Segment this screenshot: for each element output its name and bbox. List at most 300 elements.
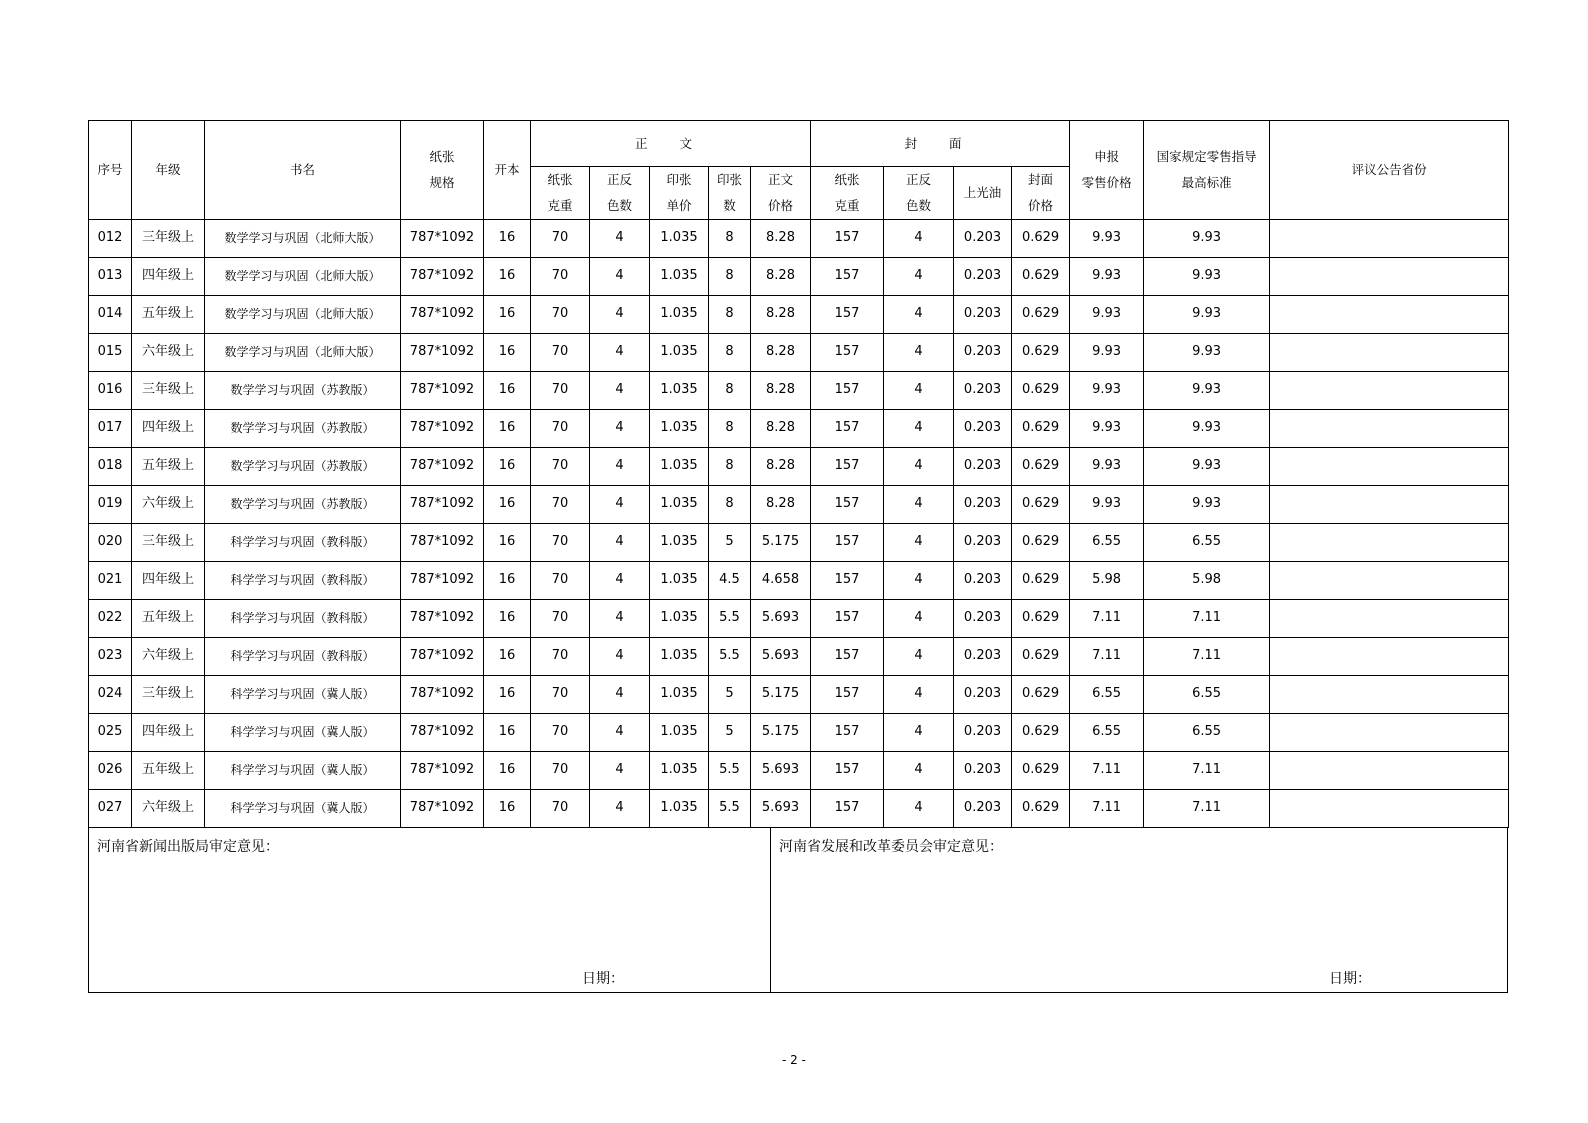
table-cell: 0.629 bbox=[1012, 600, 1070, 638]
table-cell: 4 bbox=[884, 486, 954, 524]
book-name-cell: 数学学习与巩固（苏教版） bbox=[205, 448, 401, 486]
table-row bbox=[89, 410, 1509, 448]
table-cell: 五年级上 bbox=[132, 600, 205, 638]
table-cell: 8 bbox=[709, 410, 751, 448]
table-cell: 022 bbox=[89, 600, 132, 638]
table-cell: 70 bbox=[531, 258, 590, 296]
book-name-cell: 科学学习与巩固（教科版） bbox=[205, 600, 401, 638]
header-body-sheet-price: 印张 单价 bbox=[650, 167, 709, 220]
table-cell: 4 bbox=[884, 258, 954, 296]
table-cell: 5.693 bbox=[751, 600, 811, 638]
table-cell: 4 bbox=[884, 714, 954, 752]
book-name-cell: 科学学习与巩固（冀人版） bbox=[205, 752, 401, 790]
table-cell: 0.629 bbox=[1012, 562, 1070, 600]
table-cell: 1.035 bbox=[650, 562, 709, 600]
table-cell bbox=[1270, 562, 1509, 600]
table-cell: 4 bbox=[590, 638, 650, 676]
table-cell bbox=[1270, 448, 1509, 486]
table-cell: 9.93 bbox=[1070, 486, 1144, 524]
header-body-paper-weight: 纸张 克重 bbox=[531, 167, 590, 220]
table-cell: 70 bbox=[531, 410, 590, 448]
table-row bbox=[89, 258, 1509, 296]
table-row bbox=[89, 334, 1509, 372]
table-cell: 0.203 bbox=[954, 600, 1012, 638]
table-cell: 9.93 bbox=[1144, 334, 1270, 372]
header-body-price: 正文 价格 bbox=[751, 167, 811, 220]
table-cell: 六年级上 bbox=[132, 334, 205, 372]
table-cell: 16 bbox=[484, 486, 531, 524]
table-cell: 787*1092 bbox=[401, 676, 484, 714]
book-name-cell: 科学学习与巩固（冀人版） bbox=[205, 676, 401, 714]
table-cell: 9.93 bbox=[1070, 334, 1144, 372]
table-cell: 4 bbox=[884, 562, 954, 600]
table-cell: 0.203 bbox=[954, 410, 1012, 448]
table-row bbox=[89, 714, 1509, 752]
table-cell: 6.55 bbox=[1144, 524, 1270, 562]
table-cell: 787*1092 bbox=[401, 296, 484, 334]
header-cover-colors: 正反 色数 bbox=[884, 167, 954, 220]
table-row bbox=[89, 638, 1509, 676]
table-cell: 五年级上 bbox=[132, 752, 205, 790]
table-cell: 0.629 bbox=[1012, 486, 1070, 524]
table-cell: 1.035 bbox=[650, 220, 709, 258]
table-cell: 4 bbox=[590, 676, 650, 714]
table-cell: 157 bbox=[811, 714, 884, 752]
table-cell bbox=[1270, 600, 1509, 638]
table-cell: 0.203 bbox=[954, 714, 1012, 752]
table-cell: 16 bbox=[484, 448, 531, 486]
table-cell: 017 bbox=[89, 410, 132, 448]
table-cell: 1.035 bbox=[650, 600, 709, 638]
table-cell: 0.629 bbox=[1012, 638, 1070, 676]
header-cover-group: 封 面 bbox=[811, 121, 1070, 167]
table-cell: 70 bbox=[531, 600, 590, 638]
table-cell bbox=[1270, 372, 1509, 410]
table-cell: 0.203 bbox=[954, 448, 1012, 486]
table-cell: 157 bbox=[811, 562, 884, 600]
table-cell: 9.93 bbox=[1144, 372, 1270, 410]
table-cell bbox=[1270, 258, 1509, 296]
table-cell: 70 bbox=[531, 638, 590, 676]
table-cell: 157 bbox=[811, 410, 884, 448]
table-cell: 4 bbox=[884, 410, 954, 448]
table-cell: 026 bbox=[89, 752, 132, 790]
table-cell: 157 bbox=[811, 676, 884, 714]
table-cell: 9.93 bbox=[1144, 296, 1270, 334]
table-cell: 4 bbox=[884, 448, 954, 486]
header-seq: 序号 bbox=[89, 121, 132, 220]
table-cell: 023 bbox=[89, 638, 132, 676]
table-cell: 0.203 bbox=[954, 258, 1012, 296]
table-cell: 5.5 bbox=[709, 790, 751, 828]
table-cell: 六年级上 bbox=[132, 486, 205, 524]
table-cell: 4 bbox=[884, 676, 954, 714]
table-cell: 三年级上 bbox=[132, 524, 205, 562]
table-cell: 4 bbox=[884, 524, 954, 562]
table-cell: 1.035 bbox=[650, 448, 709, 486]
header-body-sheets: 印张 数 bbox=[709, 167, 751, 220]
table-cell: 012 bbox=[89, 220, 132, 258]
table-cell: 16 bbox=[484, 676, 531, 714]
header-body-group: 正 文 bbox=[531, 121, 811, 167]
table-cell: 4 bbox=[590, 486, 650, 524]
table-cell: 6.55 bbox=[1144, 676, 1270, 714]
table-cell: 0.203 bbox=[954, 752, 1012, 790]
table-row bbox=[89, 562, 1509, 600]
table-cell: 787*1092 bbox=[401, 562, 484, 600]
table-cell bbox=[1270, 220, 1509, 258]
table-cell: 4 bbox=[884, 334, 954, 372]
table-cell: 四年级上 bbox=[132, 714, 205, 752]
table-cell: 027 bbox=[89, 790, 132, 828]
table-cell: 70 bbox=[531, 790, 590, 828]
table-cell bbox=[1270, 486, 1509, 524]
table-cell: 8 bbox=[709, 334, 751, 372]
table-cell: 三年级上 bbox=[132, 372, 205, 410]
table-cell: 787*1092 bbox=[401, 486, 484, 524]
table-cell: 4 bbox=[590, 600, 650, 638]
table-cell: 6.55 bbox=[1070, 714, 1144, 752]
table-cell: 0.203 bbox=[954, 562, 1012, 600]
table-cell: 7.11 bbox=[1070, 790, 1144, 828]
table-cell: 8 bbox=[709, 258, 751, 296]
book-name-cell: 科学学习与巩固（教科版） bbox=[205, 562, 401, 600]
table-cell: 0.629 bbox=[1012, 372, 1070, 410]
table-cell: 157 bbox=[811, 524, 884, 562]
table-cell: 9.93 bbox=[1144, 448, 1270, 486]
table-cell bbox=[1270, 296, 1509, 334]
header-cover-gloss: 上光油 bbox=[954, 167, 1012, 220]
table-cell: 0.203 bbox=[954, 486, 1012, 524]
table-cell: 8.28 bbox=[751, 372, 811, 410]
table-cell: 70 bbox=[531, 676, 590, 714]
table-cell: 0.629 bbox=[1012, 676, 1070, 714]
table-cell: 4 bbox=[884, 600, 954, 638]
table-cell: 8.28 bbox=[751, 296, 811, 334]
table-cell: 16 bbox=[484, 790, 531, 828]
table-cell: 9.93 bbox=[1070, 448, 1144, 486]
table-cell: 157 bbox=[811, 258, 884, 296]
table-cell: 0.203 bbox=[954, 790, 1012, 828]
table-cell: 16 bbox=[484, 638, 531, 676]
press-bureau-date-label: 日期： bbox=[582, 971, 624, 987]
table-cell: 1.035 bbox=[650, 714, 709, 752]
table-cell: 0.203 bbox=[954, 334, 1012, 372]
table-cell: 5.175 bbox=[751, 676, 811, 714]
book-name-cell: 数学学习与巩固（北师大版） bbox=[205, 258, 401, 296]
table-cell: 4 bbox=[590, 562, 650, 600]
table-cell: 四年级上 bbox=[132, 562, 205, 600]
table-cell: 70 bbox=[531, 448, 590, 486]
table-cell: 6.55 bbox=[1144, 714, 1270, 752]
table-cell: 4 bbox=[590, 790, 650, 828]
table-cell: 9.93 bbox=[1144, 258, 1270, 296]
table-cell: 157 bbox=[811, 486, 884, 524]
table-cell bbox=[1270, 638, 1509, 676]
table-cell: 157 bbox=[811, 220, 884, 258]
table-cell: 16 bbox=[484, 600, 531, 638]
table-cell: 4 bbox=[590, 524, 650, 562]
table-cell: 4 bbox=[590, 334, 650, 372]
book-name-cell: 科学学习与巩固（教科版） bbox=[205, 638, 401, 676]
table-cell: 157 bbox=[811, 372, 884, 410]
table-cell: 4 bbox=[884, 790, 954, 828]
approval-opinions bbox=[88, 828, 1508, 993]
table-cell: 0.203 bbox=[954, 638, 1012, 676]
table-cell: 1.035 bbox=[650, 676, 709, 714]
price-review-sheet bbox=[88, 120, 1508, 993]
table-cell: 16 bbox=[484, 258, 531, 296]
table-header bbox=[89, 121, 1509, 220]
table-cell: 0.203 bbox=[954, 676, 1012, 714]
table-cell: 8.28 bbox=[751, 220, 811, 258]
table-cell: 5.98 bbox=[1070, 562, 1144, 600]
table-cell: 5.693 bbox=[751, 752, 811, 790]
table-row bbox=[89, 790, 1509, 828]
page-number: - 2 - bbox=[782, 1053, 806, 1067]
table-cell: 7.11 bbox=[1070, 638, 1144, 676]
table-row bbox=[89, 296, 1509, 334]
table-cell: 8.28 bbox=[751, 258, 811, 296]
table-cell: 0.629 bbox=[1012, 334, 1070, 372]
table-row bbox=[89, 448, 1509, 486]
table-cell: 1.035 bbox=[650, 372, 709, 410]
table-cell: 787*1092 bbox=[401, 752, 484, 790]
book-name-cell: 科学学习与巩固（冀人版） bbox=[205, 714, 401, 752]
table-cell bbox=[1270, 714, 1509, 752]
table-cell: 157 bbox=[811, 334, 884, 372]
header-cover-price: 封面 价格 bbox=[1012, 167, 1070, 220]
table-cell: 787*1092 bbox=[401, 524, 484, 562]
table-cell: 4 bbox=[590, 448, 650, 486]
table-cell: 787*1092 bbox=[401, 448, 484, 486]
table-cell: 1.035 bbox=[650, 410, 709, 448]
book-name-cell: 数学学习与巩固（北师大版） bbox=[205, 220, 401, 258]
table-row bbox=[89, 676, 1509, 714]
table-cell: 7.11 bbox=[1144, 638, 1270, 676]
table-row bbox=[89, 486, 1509, 524]
table-cell: 70 bbox=[531, 372, 590, 410]
table-cell: 8 bbox=[709, 296, 751, 334]
table-cell bbox=[1270, 752, 1509, 790]
table-cell: 014 bbox=[89, 296, 132, 334]
table-cell: 1.035 bbox=[650, 524, 709, 562]
table-cell: 0.203 bbox=[954, 296, 1012, 334]
table-cell: 025 bbox=[89, 714, 132, 752]
table-cell: 4 bbox=[590, 220, 650, 258]
table-row bbox=[89, 600, 1509, 638]
table-cell: 8 bbox=[709, 220, 751, 258]
header-book: 书名 bbox=[205, 121, 401, 220]
table-cell: 8.28 bbox=[751, 486, 811, 524]
table-cell: 4 bbox=[590, 372, 650, 410]
table-cell: 0.629 bbox=[1012, 296, 1070, 334]
table-cell: 16 bbox=[484, 410, 531, 448]
table-cell: 9.93 bbox=[1070, 372, 1144, 410]
table-cell bbox=[1270, 790, 1509, 828]
press-bureau-opinion bbox=[89, 828, 771, 992]
book-name-cell: 科学学习与巩固（冀人版） bbox=[205, 790, 401, 828]
book-name-cell: 数学学习与巩固（苏教版） bbox=[205, 372, 401, 410]
table-cell: 157 bbox=[811, 752, 884, 790]
table-cell: 0.629 bbox=[1012, 258, 1070, 296]
table-cell: 4 bbox=[590, 296, 650, 334]
table-cell: 157 bbox=[811, 296, 884, 334]
table-cell: 16 bbox=[484, 220, 531, 258]
table-cell: 8 bbox=[709, 448, 751, 486]
book-name-cell: 数学学习与巩固（北师大版） bbox=[205, 296, 401, 334]
table-cell: 4 bbox=[590, 410, 650, 448]
development-commission-opinion bbox=[771, 828, 1507, 992]
table-cell: 1.035 bbox=[650, 334, 709, 372]
table-cell: 6.55 bbox=[1070, 524, 1144, 562]
table-cell: 019 bbox=[89, 486, 132, 524]
development-commission-opinion-label: 河南省发展和改革委员会审定意见： bbox=[779, 839, 1003, 855]
table-cell: 70 bbox=[531, 752, 590, 790]
table-cell: 0.629 bbox=[1012, 448, 1070, 486]
table-cell: 70 bbox=[531, 714, 590, 752]
header-declared-price: 申报 零售价格 bbox=[1070, 121, 1144, 220]
table-cell: 70 bbox=[531, 220, 590, 258]
table-cell: 8 bbox=[709, 486, 751, 524]
table-cell: 015 bbox=[89, 334, 132, 372]
table-cell: 70 bbox=[531, 486, 590, 524]
table-cell: 五年级上 bbox=[132, 296, 205, 334]
header-grade: 年级 bbox=[132, 121, 205, 220]
table-cell: 9.93 bbox=[1070, 410, 1144, 448]
header-paper-spec: 纸张 规格 bbox=[401, 121, 484, 220]
table-cell: 三年级上 bbox=[132, 676, 205, 714]
table-row bbox=[89, 524, 1509, 562]
table-cell: 16 bbox=[484, 714, 531, 752]
table-cell: 1.035 bbox=[650, 638, 709, 676]
table-cell: 9.93 bbox=[1144, 220, 1270, 258]
table-cell: 5 bbox=[709, 524, 751, 562]
table-cell bbox=[1270, 410, 1509, 448]
table-cell: 157 bbox=[811, 600, 884, 638]
table-cell: 5.98 bbox=[1144, 562, 1270, 600]
table-cell: 16 bbox=[484, 334, 531, 372]
table-cell: 5.693 bbox=[751, 790, 811, 828]
table-cell: 024 bbox=[89, 676, 132, 714]
table-cell: 1.035 bbox=[650, 752, 709, 790]
table-cell: 1.035 bbox=[650, 296, 709, 334]
table-cell: 8.28 bbox=[751, 334, 811, 372]
table-cell: 5.5 bbox=[709, 752, 751, 790]
table-cell: 5.693 bbox=[751, 638, 811, 676]
table-cell: 六年级上 bbox=[132, 790, 205, 828]
table-cell: 016 bbox=[89, 372, 132, 410]
table-cell: 0.629 bbox=[1012, 790, 1070, 828]
table-cell: 7.11 bbox=[1144, 600, 1270, 638]
table-cell: 4 bbox=[884, 372, 954, 410]
table-cell: 6.55 bbox=[1070, 676, 1144, 714]
table-cell: 8 bbox=[709, 372, 751, 410]
table-cell: 0.203 bbox=[954, 372, 1012, 410]
table-cell: 787*1092 bbox=[401, 220, 484, 258]
table-cell: 5.175 bbox=[751, 714, 811, 752]
table-cell: 70 bbox=[531, 296, 590, 334]
table-cell: 16 bbox=[484, 562, 531, 600]
table-cell: 70 bbox=[531, 524, 590, 562]
table-cell: 1.035 bbox=[650, 790, 709, 828]
table-cell: 5.175 bbox=[751, 524, 811, 562]
table-cell: 9.93 bbox=[1070, 220, 1144, 258]
table-cell: 787*1092 bbox=[401, 258, 484, 296]
header-province-reference: 评议公告省份 bbox=[1270, 121, 1509, 220]
table-cell: 9.93 bbox=[1070, 258, 1144, 296]
table-cell: 787*1092 bbox=[401, 638, 484, 676]
table-row bbox=[89, 372, 1509, 410]
table-cell: 5 bbox=[709, 676, 751, 714]
table-cell: 四年级上 bbox=[132, 258, 205, 296]
table-cell: 013 bbox=[89, 258, 132, 296]
table-cell: 021 bbox=[89, 562, 132, 600]
header-body-colors: 正反 色数 bbox=[590, 167, 650, 220]
table-cell: 8.28 bbox=[751, 410, 811, 448]
development-commission-date-label: 日期： bbox=[1329, 971, 1371, 987]
table-cell: 4 bbox=[884, 638, 954, 676]
table-cell: 157 bbox=[811, 790, 884, 828]
table-cell: 16 bbox=[484, 296, 531, 334]
table-cell: 5.5 bbox=[709, 600, 751, 638]
table-cell: 5.5 bbox=[709, 638, 751, 676]
header-format: 开本 bbox=[484, 121, 531, 220]
table-cell: 7.11 bbox=[1070, 752, 1144, 790]
table-cell: 787*1092 bbox=[401, 372, 484, 410]
table-cell: 9.93 bbox=[1144, 410, 1270, 448]
book-name-cell: 数学学习与巩固（苏教版） bbox=[205, 410, 401, 448]
table-cell: 0.203 bbox=[954, 220, 1012, 258]
table-cell: 4.5 bbox=[709, 562, 751, 600]
book-name-cell: 数学学习与巩固（北师大版） bbox=[205, 334, 401, 372]
table-body bbox=[89, 220, 1509, 828]
table-cell: 六年级上 bbox=[132, 638, 205, 676]
table-cell: 4 bbox=[590, 714, 650, 752]
table-cell: 020 bbox=[89, 524, 132, 562]
book-name-cell: 数学学习与巩固（苏教版） bbox=[205, 486, 401, 524]
table-cell: 70 bbox=[531, 334, 590, 372]
table-cell: 0.203 bbox=[954, 524, 1012, 562]
header-national-max: 国家规定零售指导 最高标准 bbox=[1144, 121, 1270, 220]
table-cell: 1.035 bbox=[650, 486, 709, 524]
table-cell: 0.629 bbox=[1012, 524, 1070, 562]
table-cell: 0.629 bbox=[1012, 714, 1070, 752]
table-cell: 4 bbox=[884, 220, 954, 258]
table-cell bbox=[1270, 334, 1509, 372]
table-cell: 16 bbox=[484, 524, 531, 562]
table-cell: 五年级上 bbox=[132, 448, 205, 486]
table-cell: 0.629 bbox=[1012, 752, 1070, 790]
table-row bbox=[89, 220, 1509, 258]
press-bureau-opinion-label: 河南省新闻出版局审定意见： bbox=[97, 839, 279, 855]
table-cell: 9.93 bbox=[1144, 486, 1270, 524]
table-cell: 4 bbox=[884, 296, 954, 334]
table-cell: 4.658 bbox=[751, 562, 811, 600]
table-cell: 157 bbox=[811, 638, 884, 676]
table-cell: 018 bbox=[89, 448, 132, 486]
table-cell: 787*1092 bbox=[401, 334, 484, 372]
table-cell: 7.11 bbox=[1144, 752, 1270, 790]
table-cell bbox=[1270, 524, 1509, 562]
table-cell: 16 bbox=[484, 752, 531, 790]
table-cell: 4 bbox=[590, 258, 650, 296]
table-cell: 5 bbox=[709, 714, 751, 752]
table-cell: 787*1092 bbox=[401, 714, 484, 752]
table-cell: 4 bbox=[884, 752, 954, 790]
header-cover-paper-weight: 纸张 克重 bbox=[811, 167, 884, 220]
table-cell: 0.629 bbox=[1012, 220, 1070, 258]
